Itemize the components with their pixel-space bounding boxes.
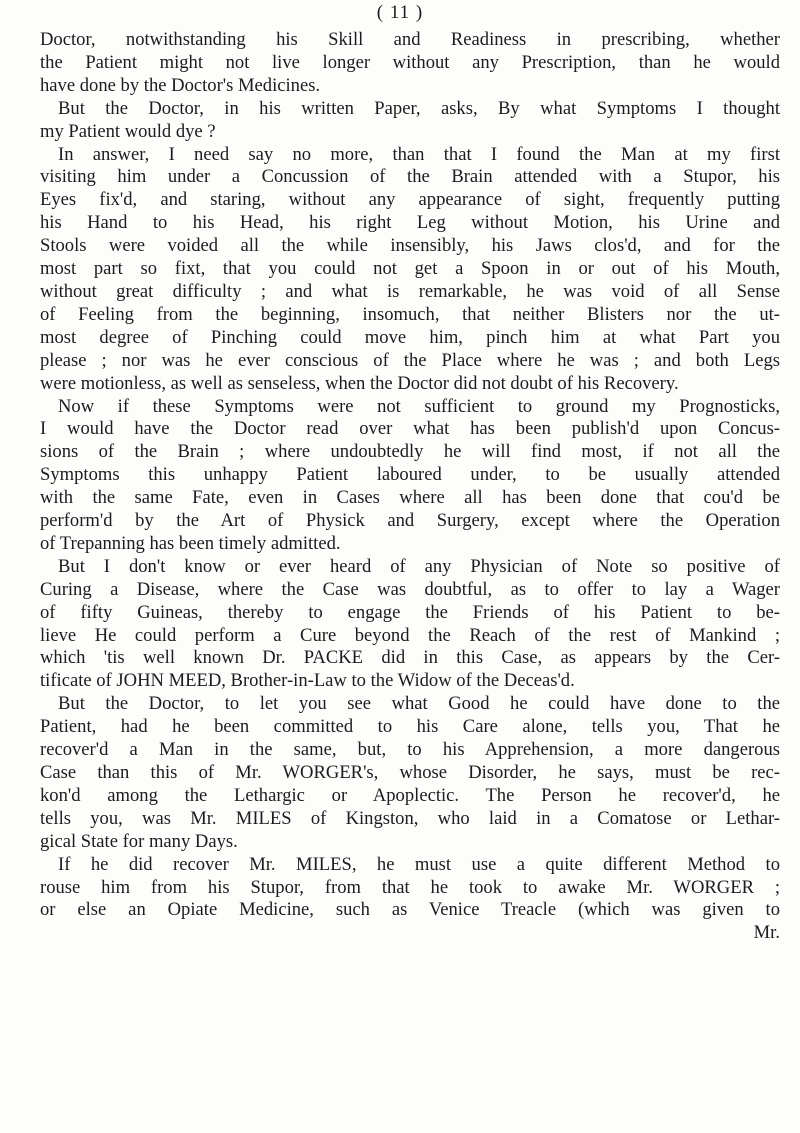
text-line: Patient, had he been committed to his Care alone, tells you, That he	[40, 716, 780, 738]
text-line: Symptoms this unhappy Patient laboured under, to be usually attended	[40, 464, 780, 486]
text-line: which 'tis well known Dr. PACKE did in this Case, as appears by the Cer-	[40, 647, 780, 669]
text-line: with the same Fate, even in Cases where all has been done that cou'd be	[40, 487, 780, 509]
text-line: most part so fixt, that you could not get a Spoon in or out of his Mouth,	[40, 258, 780, 280]
text-line: sions of the Brain ; where undoubtedly he will find most, if not all the	[40, 441, 780, 463]
text-line: his Hand to his Head, his right Leg without Motion, his Urine and	[40, 212, 780, 234]
page-number: ( 11 )	[376, 2, 424, 23]
text-line: of fifty Guineas, thereby to engage the Friends of his Patient to be-	[40, 601, 780, 623]
text-line: Now if these Symptoms were not sufficient to ground my Prognosticks,	[58, 395, 780, 417]
text-line: or else an Opiate Medicine, such as Venice Treacle (which was given to	[40, 899, 780, 921]
text-line: lieve He could perform a Cure beyond the Reach of the rest of Mankind ;	[40, 624, 780, 646]
text-line: perform'd by the Art of Physick and Surgery, except where the Operation	[40, 510, 780, 532]
text-line: Doctor, notwithstanding his Skill and Readiness in prescribing, whether	[40, 29, 780, 50]
text-line: But the Doctor, in his written Paper, asks, By what Symptoms I thought	[58, 97, 780, 119]
text-line: rouse him from his Stupor, from that he took to awake Mr. WORGER ;	[40, 876, 780, 898]
text-line: But the Doctor, to let you see what Good he could have done to the	[58, 693, 780, 715]
text-line: were motionless, as well as senseless, when the Doctor did not doubt of his Recovery.	[40, 372, 679, 394]
text-line: have done by the Doctor's Medicines.	[40, 74, 321, 96]
text-line: But I don't know or ever heard of any Physician of Note so positive of	[58, 555, 780, 577]
body-text	[40, 29, 780, 945]
text-line: my Patient would dye ?	[40, 120, 216, 142]
text-line: tificate of JOHN MEED, Brother-in-Law to the Widow of the Deceas'd.	[40, 670, 575, 692]
text-line: tells you, was Mr. MILES of Kingston, who laid in a Comatose or Lethar-	[40, 807, 780, 829]
text-line: most degree of Pinching could move him, pinch him at what Part you	[40, 326, 780, 348]
text-line: kon'd among the Lethargic or Apoplectic. The Person he recover'd, he	[40, 784, 780, 806]
text-line: If he did recover Mr. MILES, he must use a quite different Method to	[58, 853, 780, 875]
text-line: Eyes fix'd, and staring, without any appearance of sight, frequently putting	[40, 189, 780, 211]
text-line: In answer, I need say no more, than that I found the Man at my first	[58, 143, 780, 165]
text-line: I would have the Doctor read over what has been publish'd upon Concus-	[40, 418, 780, 440]
text-line: of Trepanning has been timely admitted.	[40, 532, 341, 554]
text-line: Curing a Disease, where the Case was doubtful, as to offer to lay a Wager	[40, 578, 780, 600]
text-line: the Patient might not live longer without any Prescription, than he would	[40, 51, 780, 73]
text-line: Case than this of Mr. WORGER's, whose Disorder, he says, must be rec-	[40, 762, 780, 783]
text-line: without great difficulty ; and what is remarkable, he was void of all Sense	[40, 280, 780, 302]
text-line: Stools were voided all the while insensibly, his Jaws clos'd, and for the	[40, 235, 780, 257]
text-line: Mr.	[753, 922, 780, 944]
text-line: recover'd a Man in the same, but, to his Apprehension, a more dangerous	[40, 739, 780, 761]
text-line: gical State for many Days.	[40, 830, 238, 852]
text-line: of Feeling from the beginning, insomuch, that neither Blisters nor the ut-	[40, 303, 780, 325]
text-line: visiting him under a Concussion of the Brain attended with a Stupor, his	[40, 166, 780, 188]
text-line: please ; nor was he ever conscious of the Place where he was ; and both Legs	[40, 349, 780, 371]
